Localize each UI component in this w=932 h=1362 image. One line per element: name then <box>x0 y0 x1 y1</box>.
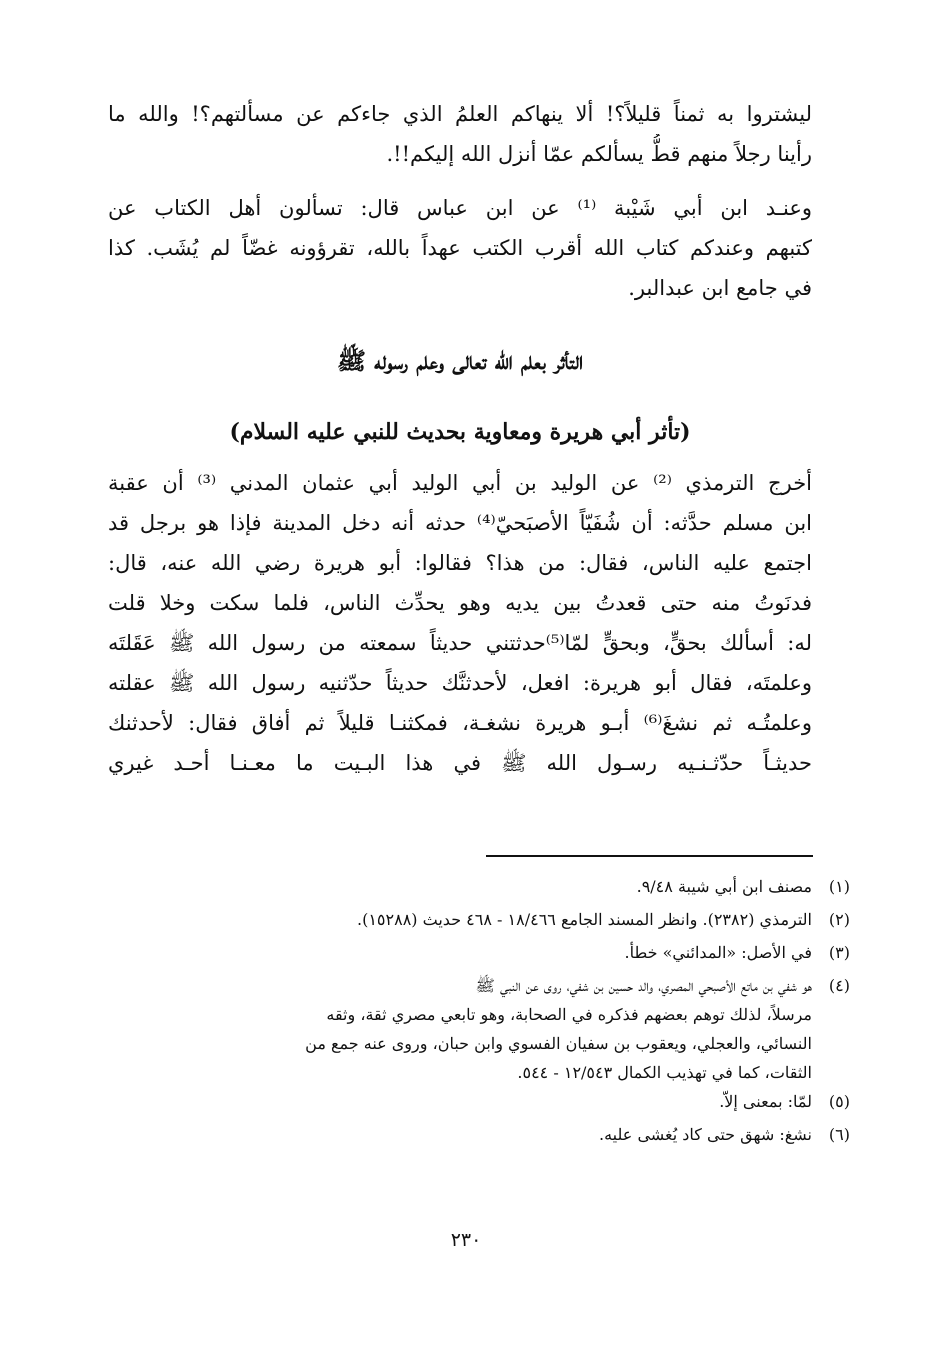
text-line: في جامع ابن عبدالبر. <box>628 276 812 300</box>
footnote <box>150 1087 850 1116</box>
footnote-text: الثقات، كما في تهذيب الكمال ١٢/٥٤٣ - ٥٤٤. <box>517 1063 812 1082</box>
footnote-number: (٢) <box>828 910 850 929</box>
footnote <box>150 905 850 934</box>
footnote-separator <box>486 855 813 857</box>
text-line: ليشتروا به ثمناً قليلاً؟! ألا ينهاكم العلمُ الذي جاءكم عن مسألتهم؟! والله ما <box>108 102 812 126</box>
footnotes <box>150 872 850 1149</box>
section-heading: التأثر بعلم الله تعالى وعلم رسوله ﷺ <box>336 346 584 375</box>
text-line: رأينا رجلاً منهم قطُّ يسألكم عمّا أنزل الله إليكم!!. <box>386 142 812 166</box>
footnote-text: نشغ: شهق حتى كاد يُغشى عليه. <box>599 1125 812 1144</box>
footnote-text: في الأصل: «المدائني» خطأ. <box>624 943 812 962</box>
footnote-number: (٦) <box>828 1125 850 1144</box>
footnote <box>150 971 850 1087</box>
text-line: وعلمتَه، فقال أبو هريرة: افعل، لأحدثنَّك حديثاً حدّثنيه رسول الله ﷺ عقلته <box>108 671 812 695</box>
text-line: وعلمتُـه ثم نشغَ⁽⁶⁾ أبـو هريرة نشغـة، فمكثنـا قليلاً ثم أفاق فقال: لأحدثنك <box>108 711 812 735</box>
footnote <box>150 872 850 901</box>
page-number: ٢٣٠ <box>450 1229 482 1251</box>
footnote <box>150 1120 850 1149</box>
intro-paragraph <box>108 94 812 174</box>
ibn-abi-shayba-paragraph <box>108 188 812 308</box>
footnote-text: هو شفي بن ماتع الأصبحي المصري، والد حسين بن شفي، روى عن النبي ﷺ <box>475 976 812 995</box>
footnote-text: مصنف ابن أبي شيبة ٩/٤٨. <box>636 877 812 896</box>
text-line: فدنَوتُ منه حتى قعدتُ بين يديه وهو يحدِّث الناس، فلما سكت وخلا قلت <box>108 591 812 615</box>
footnote-text: لمّا: بمعنى إلاّ. <box>719 1092 812 1111</box>
footnote-number: (١) <box>828 877 850 896</box>
text-line: وعنـد ابن أبي شَيْبة ⁽¹⁾ عن ابن عباس قال: تسألون أهل الكتاب عن <box>108 196 812 220</box>
footnote-text: مرسلاً، لذلك توهم بعضهم فذكره في الصحابة، وهو تابعي مصري ثقة، وثقه <box>326 1005 812 1024</box>
footnote-number: (٥) <box>828 1092 850 1111</box>
footnote-text: الترمذي (٢٣٨٢). وانظر المسند الجامع ١٨/٤٦٦ - ٤٦٨ حديث (١٥٢٨٨). <box>357 910 812 929</box>
footnote-number: (٣) <box>828 943 850 962</box>
footnote <box>150 938 850 967</box>
text-line: اجتمع عليه الناس، فقال: من هذا؟ فقالوا: أبو هريرة رضي الله عنه، قال: <box>108 551 812 575</box>
text-line: أخرج الترمذي ⁽²⁾ عن الوليد بن أبي الوليد أبي عثمان المدني ⁽³⁾ أن عقبة <box>108 471 812 495</box>
footnote-text: النسائي، والعجلي، ويعقوب بن سفيان الفسوي وابن حبان، وروى عنه جمع من <box>305 1034 812 1053</box>
footnote-number: (٤) <box>828 976 850 995</box>
text-line: ابن مسلم حدَّثه: أن شُفَيّاً الأصبَحيّ⁽⁴⁾ حدثه أنه دخل المدينة فإذا هو برجل قد <box>108 511 812 535</box>
section-subheading: (تأثر أبي هريرة ومعاوية بحديث للنبي عليه السلام) <box>229 419 691 445</box>
text-line: كتبهم وعندكم كتاب الله أقرب الكتب عهداً بالله، تقرؤونه غضّاً لم يُشَب. كذا <box>108 236 812 260</box>
hadith-paragraph <box>108 463 812 783</box>
text-line: له: أسألك بحقٍّ، وبحقٍّ لمّا⁽⁵⁾حدثتني حديثاً سمعته من رسول الله ﷺ عَقَلتَه <box>108 631 812 655</box>
text-line: حديثـاً حدّثـنـيه رسـول الله ﷺ في هذا البـيت ما معـنـا أحـد غيري <box>108 751 812 775</box>
